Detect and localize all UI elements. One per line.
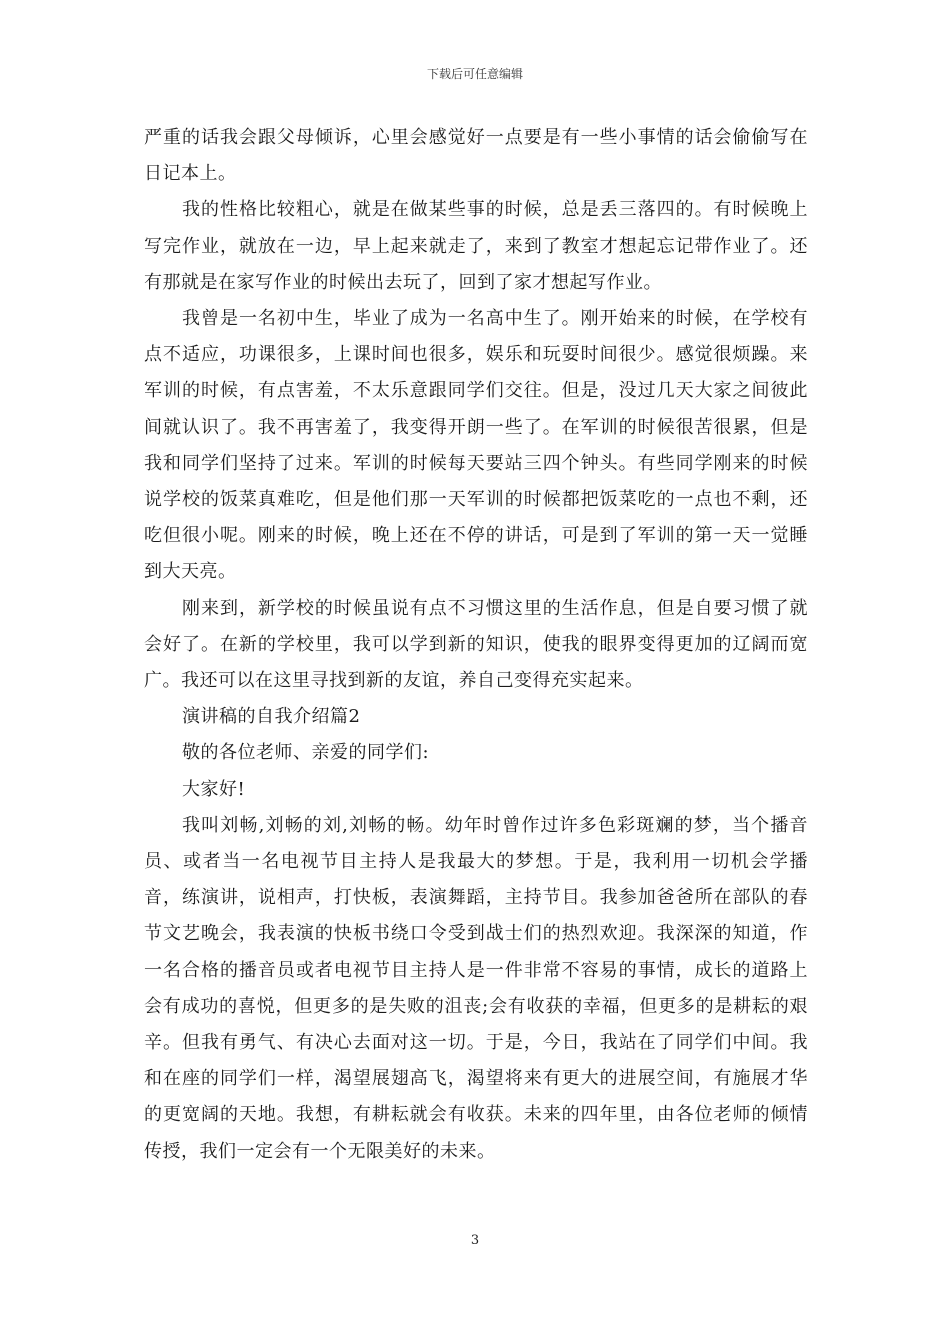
salutation: 敬的各位老师、亲爱的同学们: (182, 742, 430, 764)
paragraph: 我叫刘畅,刘畅的刘,刘畅的畅。幼年时曾作过许多色彩斑斓的梦，当个播音员、或者当一名电视节目主持人是我最大的梦想。于是，我利用一切机会学播音，练演讲，说相声，打快板，表演舞蹈，主持节目。我参加爸爸所在部队的春节文艺晚会，我表演的快板书绕口令受到战士们的热烈欢迎。我深深的知道，作一名合格的播音员或者电视节目主持人是一件非常不容易的事情，成长的道路上会有成功的喜悦，但更多的是失败的沮丧;会有收获的幸福，但更多的是耕耘的艰辛。但我有勇气、有决心去面对这一切。于是，今日，我站在了同学们中间。我和在座的同学们一样，渴望展翅高飞，渴望将来有更大的进展空间，有施展才华的更宽阔的天地。我想，有耕耘就会有收获。未来的四年里，由各位老师的倾情传授，我们一定会有一个无限美好的未来。 (144, 814, 808, 1162)
greeting: 大家好! (182, 778, 246, 800)
page-header: 下载后可任意编辑 (426, 67, 523, 81)
paragraph: 我的性格比较粗心，就是在做某些事的时候，总是丢三落四的。有时候晚上写完作业，就放在一边，早上起来就走了，来到了教室才想起忘记带作业了。还有那就是在家写作业的时候出去玩了，回到了家才想起写作业。 (144, 199, 808, 293)
page-number: 3 (470, 1233, 480, 1248)
section-title: 演讲稿的自我介绍篇2 (182, 706, 361, 728)
paragraph: 严重的话我会跟父母倾诉，心里会感觉好一点要是有一些小事情的话会偷偷写在日记本上。 (144, 127, 808, 185)
paragraph: 刚来到，新学校的时候虽说有点不习惯这里的生活作息，但是自要习惯了就会好了。在新的学校里，我可以学到新的知识，使我的眼界变得更加的辽阔而宽广。我还可以在这里寻找到新的友谊，养自己变得充实起来。 (144, 597, 808, 692)
document-body (144, 120, 808, 1170)
paragraph: 我曾是一名初中生，毕业了成为一名高中生了。刚开始来的时候，在学校有点不适应，功课很多，上课时间也很多，娱乐和玩耍时间很少。感觉很烦躁。来军训的时候，有点害羞，不太乐意跟同学们交往。但是，没过几天大家之间彼此间就认识了。我不再害羞了，我变得开朗一些了。在军训的时候很苦很累，但是我和同学们坚持了过来。军训的时候每天要站三四个钟头。有些同学刚来的时候说学校的饭菜真难吃，但是他们那一天军训的时候都把饭菜吃的一点也不剩，还吃但很小呢。刚来的时候，晚上还在不停的讲话，可是到了军训的第一天一觉睡到大天亮。 (144, 308, 808, 583)
